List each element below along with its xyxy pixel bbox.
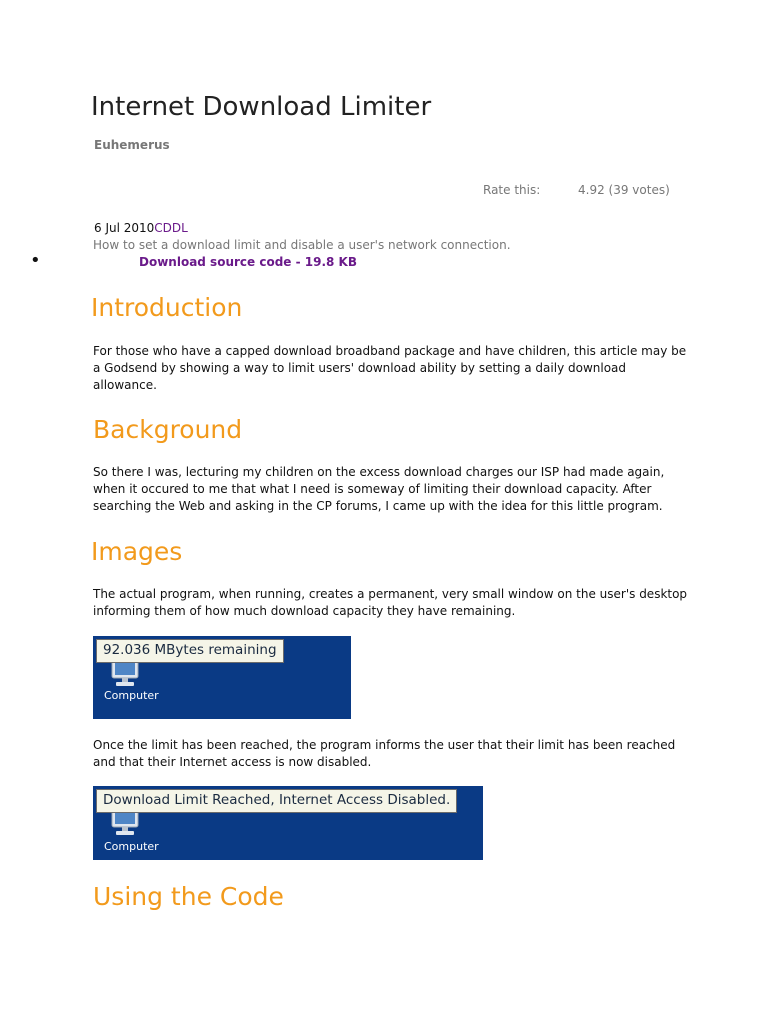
publish-date: 6 Jul 2010: [94, 221, 155, 235]
screenshot-limit-reached: [93, 786, 483, 860]
heading-introduction: Introduction: [91, 293, 243, 322]
article-summary: How to set a download limit and disable a user's network connection.: [93, 238, 511, 252]
computer-icon-label: Computer: [104, 840, 159, 853]
heading-using-the-code: Using the Code: [93, 882, 284, 911]
screenshot-remaining: [93, 636, 351, 719]
computer-icon-label: Computer: [104, 689, 159, 702]
heading-images: Images: [91, 537, 183, 566]
date-license-line: [94, 221, 188, 235]
rating-value: 4.92 (39 votes): [578, 183, 670, 197]
rating-label: Rate this:: [483, 183, 541, 197]
heading-background: Background: [93, 415, 243, 444]
remaining-tooltip: 92.036 MBytes remaining: [96, 639, 284, 663]
images-text-1: The actual program, when running, creates a permanent, very small window on the user's desktop informing them of how much download capacity they have remaining.: [93, 587, 688, 618]
author-name[interactable]: Euhemerus: [94, 138, 170, 152]
images-text-2: Once the limit has been reached, the program informs the user that their limit has been reached and that their Internet access is now disabled.: [93, 738, 676, 769]
download-source-link[interactable]: Download source code - 19.8 KB: [139, 255, 357, 269]
background-text: So there I was, lecturing my children on the excess download charges our ISP had made again, when it occured to me that what I need is someway of limiting their download capacity. After searching the Web and asking in the CP forums, I came up with the idea for this little program.: [93, 465, 665, 513]
license-link[interactable]: CDDL: [154, 221, 188, 235]
introduction-text: For those who have a capped download broadband package and have children, this article may be a Godsend by showing a way to limit users' download ability by setting a daily download allowance.: [93, 344, 687, 392]
limit-reached-tooltip: Download Limit Reached, Internet Access Disabled.: [96, 789, 457, 813]
article-title: Internet Download Limiter: [91, 92, 432, 122]
bullet-icon: •: [30, 250, 41, 271]
